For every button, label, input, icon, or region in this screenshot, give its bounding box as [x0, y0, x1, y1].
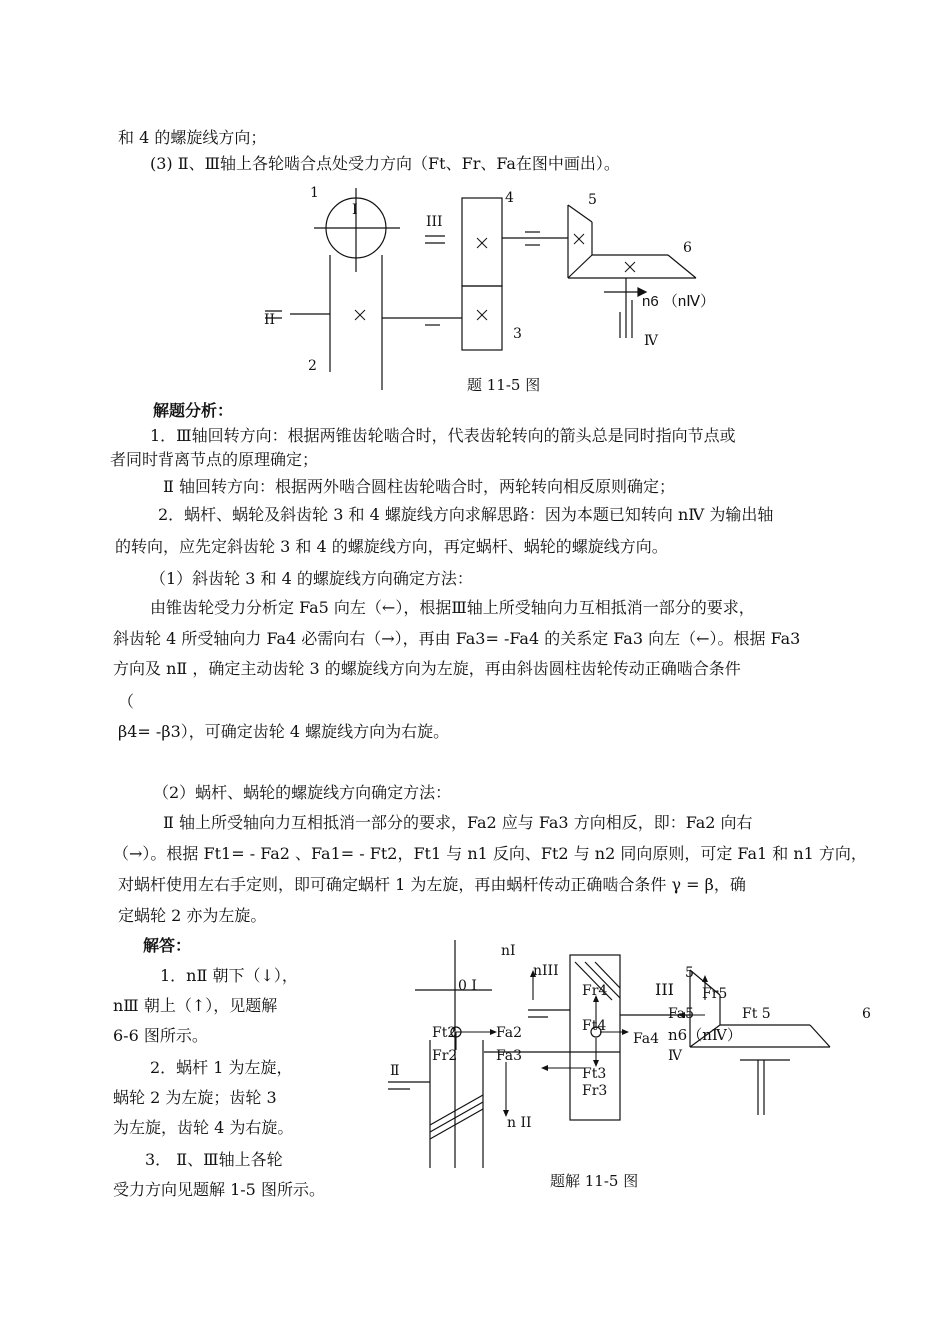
answer-a3a: 3． Ⅱ、Ⅲ轴上各轮 — [145, 1150, 283, 1169]
label-fa3: Fa3 — [496, 1048, 523, 1064]
answer-a1b: nⅢ 朝上（↑），见题解 — [113, 996, 278, 1015]
label-5: 5 — [588, 192, 597, 208]
label-roman-4b: Ⅳ — [668, 1048, 682, 1064]
label-6b: 6 — [862, 1006, 871, 1022]
fig2-line — [430, 1102, 483, 1132]
answer-a2a: 2．蜗杆 1 为左旋， — [150, 1058, 293, 1077]
fig2-arrowhead — [622, 1029, 629, 1035]
analysis-p7d: 定蜗轮 2 亦为左旋。 — [118, 906, 267, 925]
analysis-p5a: 由锥齿轮受力分析定 Fa5 向左（←），根据Ⅲ轴上所受轴向力互相抵消一部分的要求， — [150, 598, 755, 617]
label-roman-2b: Ⅱ — [390, 1063, 400, 1079]
label-fa2: Fa2 — [496, 1025, 523, 1041]
fig2-line — [430, 1109, 483, 1139]
label-roman-1: I — [352, 202, 358, 218]
answer-a1c: 6-6 图所示。 — [113, 1026, 208, 1045]
label-n6-niv: n6（nⅣ） — [668, 1026, 742, 1044]
analysis-p4: （1）斜齿轮 3 和 4 的螺旋线方向确定方法： — [150, 569, 473, 588]
fig1-caption: 题 11-5 图 — [467, 376, 541, 394]
label-fr2: Fr2 — [432, 1048, 458, 1064]
fig1-line — [568, 255, 592, 278]
analysis-p5e: β4= -β3），可确定齿轮 4 螺旋线方向为右旋。 — [118, 722, 450, 741]
fig2-line — [430, 1095, 483, 1125]
label-ft3: Ft3 — [582, 1066, 607, 1082]
analysis-p7c: 对蜗杆使用左右手定则，即可确定蜗杆 1 为左旋，再由蜗杆传动正确啮合条件 γ = β，确 — [118, 875, 746, 894]
analysis-p5c: 方向及 nⅡ ，确定主动齿轮 3 的螺旋线方向为左旋，再由斜齿圆柱齿轮传动正确啮合条件 — [113, 659, 741, 678]
answer-heading: 解答： — [143, 936, 192, 955]
label-ft4: Ft4 — [582, 1018, 607, 1034]
label-1: 1 — [310, 185, 319, 201]
analysis-p2: Ⅱ 轴回转方向：根据两外啮合圆柱齿轮啮合时，两轮转向相反原则确定； — [163, 477, 675, 496]
analysis-p3b: 的转向，应先定斜齿轮 3 和 4 的螺旋线方向，再定蜗杆、蜗轮的螺旋线方向。 — [115, 537, 668, 556]
analysis-p5b: 斜齿轮 4 所受轴向力 Fa4 必需向右（→），再由 Fa3= -Fa4 的关系定 Fa3 向左（←）。根据 Fa3 — [113, 629, 801, 648]
analysis-p1a: 1．Ⅲ轴回转方向：根据两锥齿轮啮合时，代表齿轮转向的箭头总是同时指向节点或 — [150, 426, 736, 445]
analysis-p5d: （ — [118, 692, 135, 711]
fig2-arrowhead — [702, 975, 708, 982]
label-roman-3: III — [426, 214, 443, 230]
label-roman-4: Ⅳ — [644, 333, 658, 349]
gear-3-rect — [462, 286, 502, 350]
label-fr4: Fr4 — [582, 983, 608, 999]
label-fr3: Fr3 — [582, 1083, 608, 1099]
fig2-caption: 题解 11-5 图 — [550, 1172, 639, 1190]
label-fa4: Fa4 — [633, 1031, 660, 1047]
label-roman-2: II — [264, 312, 276, 328]
label-speed-n6: n6 （nⅣ） — [642, 293, 716, 310]
answer-a2c: 为左旋，齿轮 4 为右旋。 — [113, 1118, 294, 1137]
analysis-p3a: 2．蜗杆、蜗轮及斜齿轮 3 和 4 螺旋线方向求解思路：因为本题已知转向 nⅣ 为输出轴 — [158, 505, 774, 524]
analysis-p7a: Ⅱ 轴上所受轴向力互相抵消一部分的要求，Fa2 应与 Fa3 方向相反，即：Fa2 向右 — [163, 813, 753, 832]
label-nIII: nIII — [533, 963, 559, 979]
analysis-heading: 解题分析： — [153, 401, 234, 420]
label-6: 6 — [683, 240, 692, 256]
label-nII: n II — [507, 1115, 532, 1131]
label-fr5: Fr5 — [702, 986, 728, 1002]
answer-a2b: 蜗轮 2 为左旋；齿轮 3 — [113, 1088, 277, 1107]
answer-a1a: 1．nⅡ 朝下（↓）， — [160, 966, 298, 985]
label-oI: 0 I — [458, 978, 477, 994]
label-ft2: Ft2 — [432, 1025, 457, 1041]
fig1-line — [668, 255, 696, 278]
analysis-p6: （2）蜗杆、蜗轮的螺旋线方向确定方法： — [153, 783, 452, 802]
intro-line-2: (3) Ⅱ、Ⅲ轴上各轮啮合点处受力方向（Ft、Fr、Fa在图中画出）。 — [150, 154, 620, 173]
label-3: 3 — [513, 326, 522, 342]
intro-line-1: 和 4 的螺旋线方向； — [118, 128, 267, 147]
analysis-p7b: （→）。根据 Ft1= - Fa2 、Fa1= - Ft2，Ft1 与 n1 反向、Ft2 与 n2 同向原则，可定 Fa1 和 n1 方向， — [113, 844, 867, 863]
fig2-arrowhead — [541, 1065, 548, 1071]
label-roman-3b: III — [655, 980, 674, 999]
label-ft5: Ft 5 — [742, 1006, 771, 1022]
label-4: 4 — [505, 190, 514, 206]
label-2: 2 — [308, 358, 317, 374]
analysis-p1b: 者同时背离节点的原理确定； — [110, 450, 319, 469]
fig2-line — [810, 1025, 830, 1047]
answer-a3b: 受力方向见题解 1-5 图所示。 — [113, 1180, 325, 1199]
label-5b: 5 — [685, 965, 694, 981]
label-nI: nI — [501, 943, 516, 959]
label-fa5: Fa5 — [668, 1006, 695, 1022]
gear-4-rect — [462, 198, 502, 286]
